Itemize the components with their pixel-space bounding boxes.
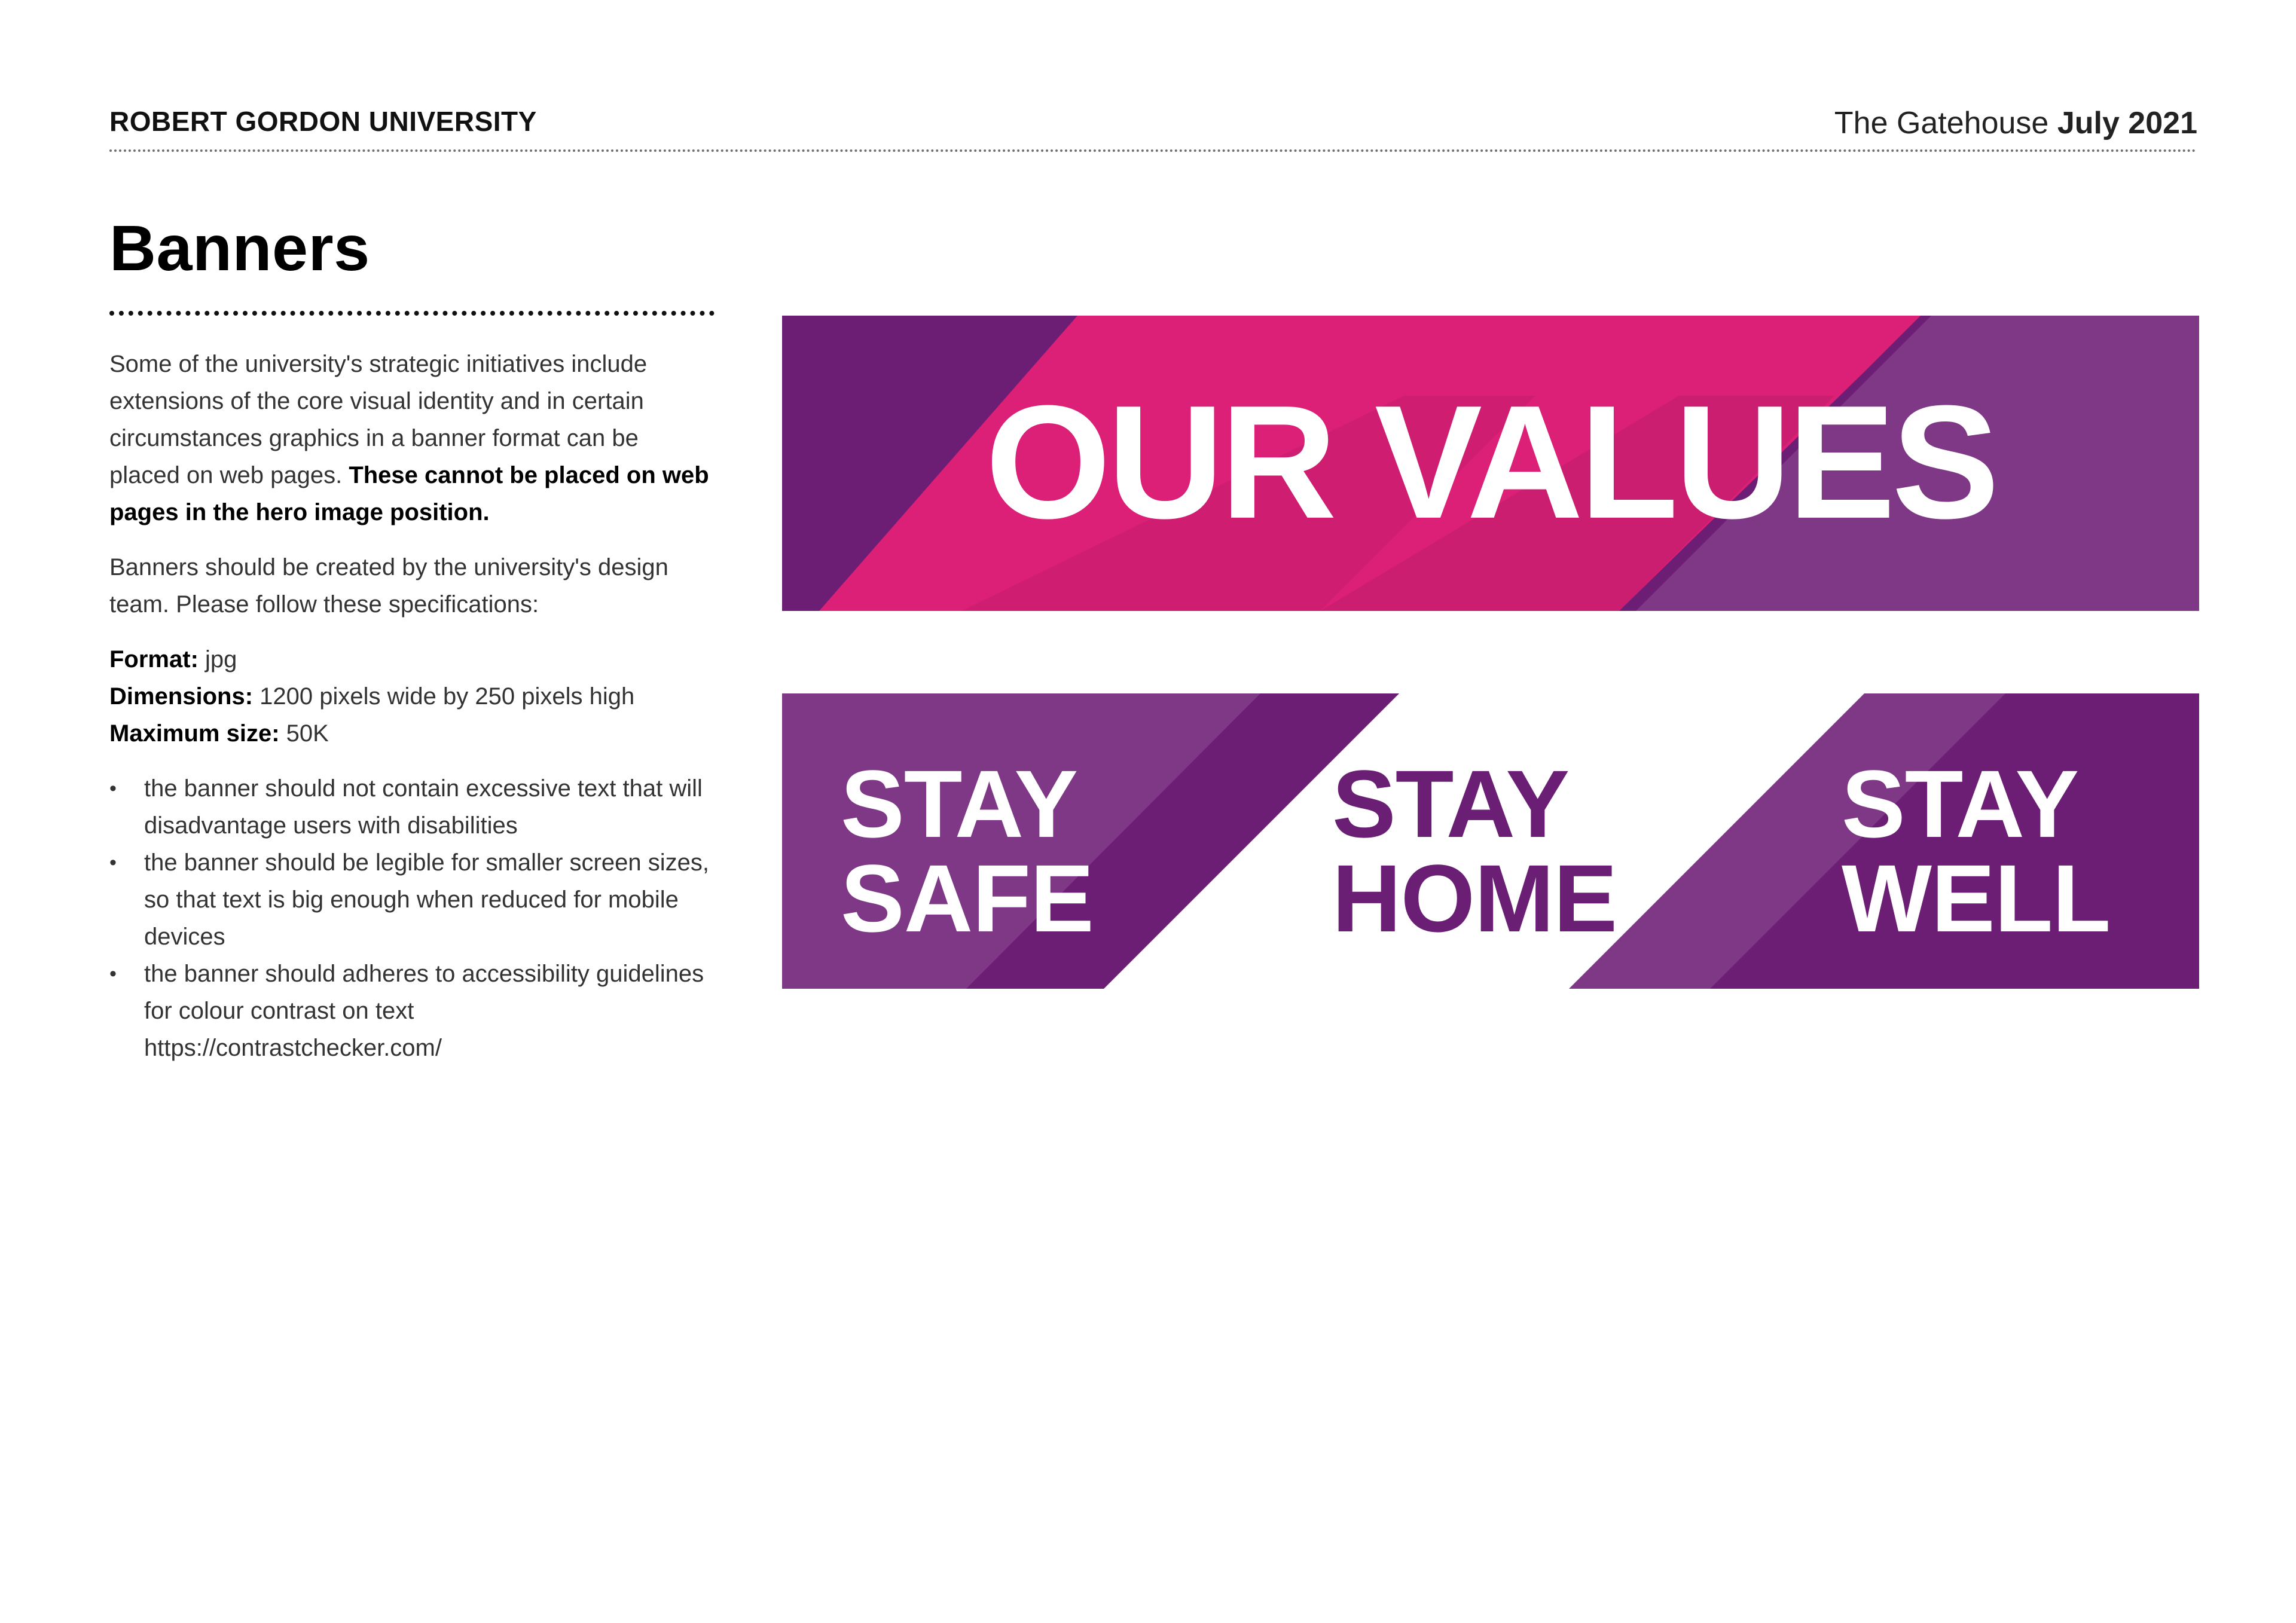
stay-home-text [1332, 750, 1617, 952]
home-word: HOME [1332, 845, 1617, 952]
title-divider [109, 311, 715, 316]
spec-label: Maximum size: [109, 720, 280, 747]
publication-info [1834, 105, 2197, 141]
spec-list [109, 641, 715, 752]
stay-word: STAY [1842, 750, 2079, 857]
stay-safe-text [841, 750, 1094, 952]
design-note: Banners should be created by the university's design team. Please follow these specifications: [109, 554, 668, 618]
university-name: ROBERT GORDON UNIVERSITY [109, 106, 537, 137]
list-item: • the banner should be legible for smaller screen sizes, so that text is big enough when reduced for mobile devices [109, 844, 715, 955]
page-header [109, 105, 2197, 152]
our-values-banner [782, 316, 2199, 611]
guidelines-text [109, 346, 715, 1066]
our-values-text: OUR VALUES [985, 372, 1996, 552]
intro-emphasis: These cannot be placed on web pages in the hero image position. [109, 462, 709, 525]
spec-max-size [109, 715, 715, 752]
intro-paragraph [109, 346, 715, 531]
spec-label: Dimensions: [109, 683, 254, 710]
spec-label: Format: [109, 646, 199, 673]
stay-word: STAY [1332, 750, 1570, 857]
spec-dimensions [109, 678, 715, 715]
list-item: • the banner should adheres to accessibility guidelines for colour contrast on text https://contrastchecker.com/ [109, 955, 715, 1066]
intro-text: Some of the university's strategic initiatives include extensions of the core visual identity and in certain circumstances graphics in a banner format can be placed on web pages. [109, 351, 648, 488]
spec-value: jpg [205, 646, 237, 673]
stay-word: STAY [841, 750, 1078, 857]
list-item: • the banner should not contain excessive text that will disadvantage users with disabilities [109, 770, 715, 844]
spec-format [109, 641, 715, 678]
stay-well-text [1842, 750, 2111, 952]
well-word: WELL [1842, 845, 2111, 952]
spec-value: 1200 pixels wide by 250 pixels high [259, 683, 635, 710]
spec-value: 50K [286, 720, 329, 747]
page-title: Banners [109, 212, 370, 284]
publication-name: The Gatehouse [1834, 106, 2049, 140]
safe-word: SAFE [841, 845, 1094, 952]
stay-safe-home-well-banner [782, 693, 2199, 989]
requirements-list [109, 770, 715, 1066]
publication-date: July 2021 [2057, 106, 2197, 140]
